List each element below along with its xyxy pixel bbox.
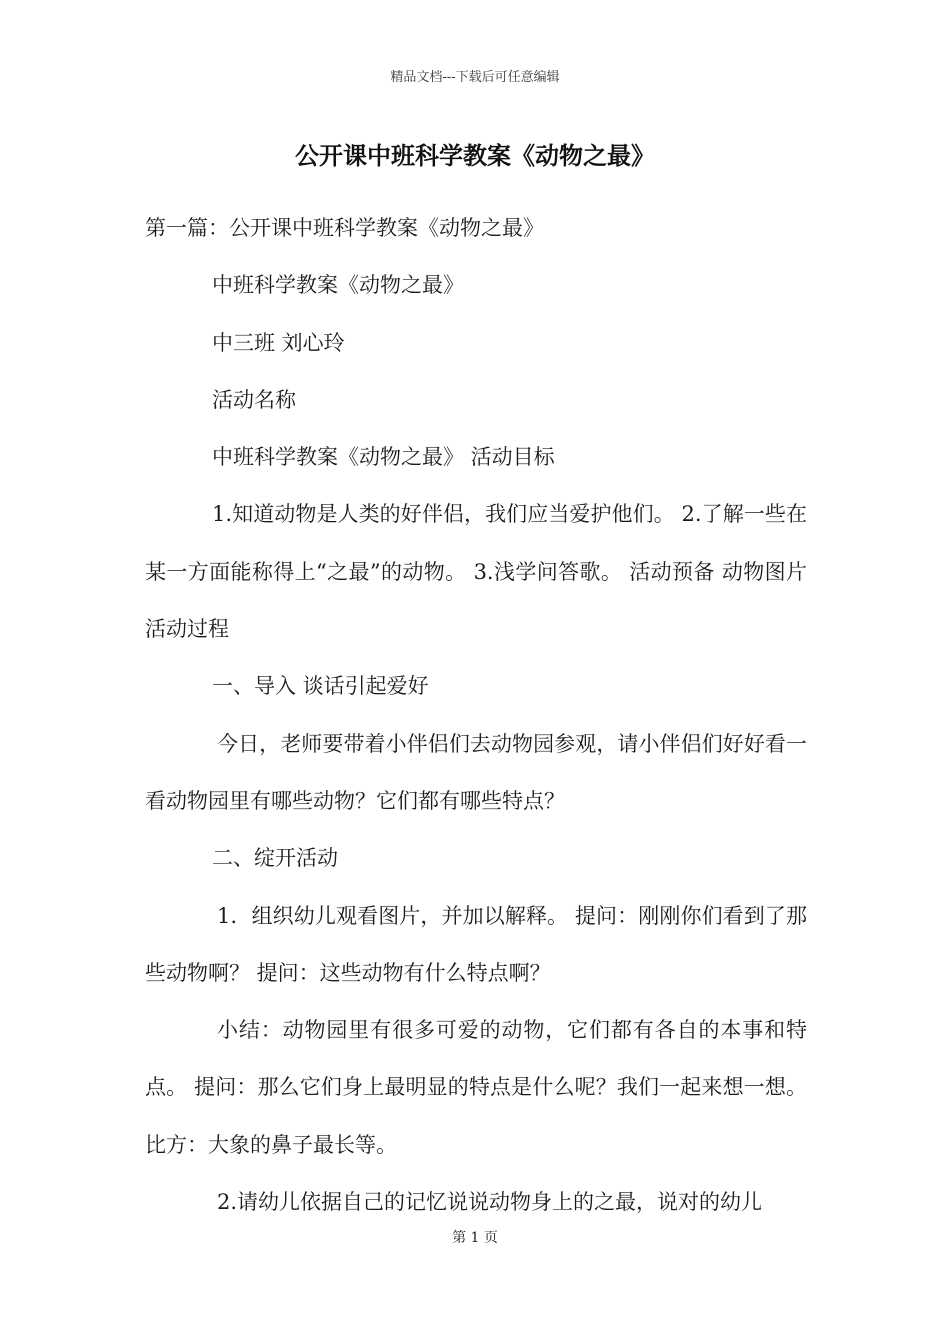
paragraph: 1．组织幼儿观看图片，并加以解释。 提问：刚刚你们看到了那些动物啊？ 提问：这些动物有什么特点啊？ <box>145 903 807 985</box>
paragraph: 2.请幼儿依据自己的记忆说说动物身上的之最，说对的幼儿 <box>217 1190 763 1215</box>
paragraph: 中班科学教案《动物之最》 <box>212 273 464 298</box>
paragraph: 一、导入 谈话引起爱好 <box>212 674 429 699</box>
page-number: 第 1 页 <box>452 1230 498 1246</box>
paragraph: 今日，老师要带着小伴侣们去动物园参观，请小伴侣们好好看一看动物园里有哪些动物？它们都有哪些特点？ <box>145 731 807 813</box>
paragraph: 小结：动物园里有很多可爱的动物，它们都有各自的本事和特点。 提问：那么它们身上最明显的特点是什么呢？我们一起来想一想。比方：大象的鼻子最长等。 <box>145 1018 807 1157</box>
paragraph: 中三班 刘心玲 <box>212 330 345 355</box>
section-heading: 第一篇：公开课中班科学教案《动物之最》 <box>145 216 544 240</box>
paragraph: 二、绽开活动 <box>212 846 338 871</box>
paragraph: 中班科学教案《动物之最》 活动目标 <box>212 445 555 470</box>
document-body <box>145 200 807 1231</box>
paragraph: 1.知道动物是人类的好伴侣，我们应当爱护他们。 2.了解一些在某一方面能称得上“之最”的动物。 3.浅学问答歌。 活动预备 动物图片 活动过程 <box>145 502 807 642</box>
page-header: 精品文档---下载后可任意编辑 <box>390 70 560 85</box>
paragraph: 活动名称 <box>212 387 296 412</box>
document-title: 公开课中班科学教案《动物之最》 <box>295 141 655 170</box>
